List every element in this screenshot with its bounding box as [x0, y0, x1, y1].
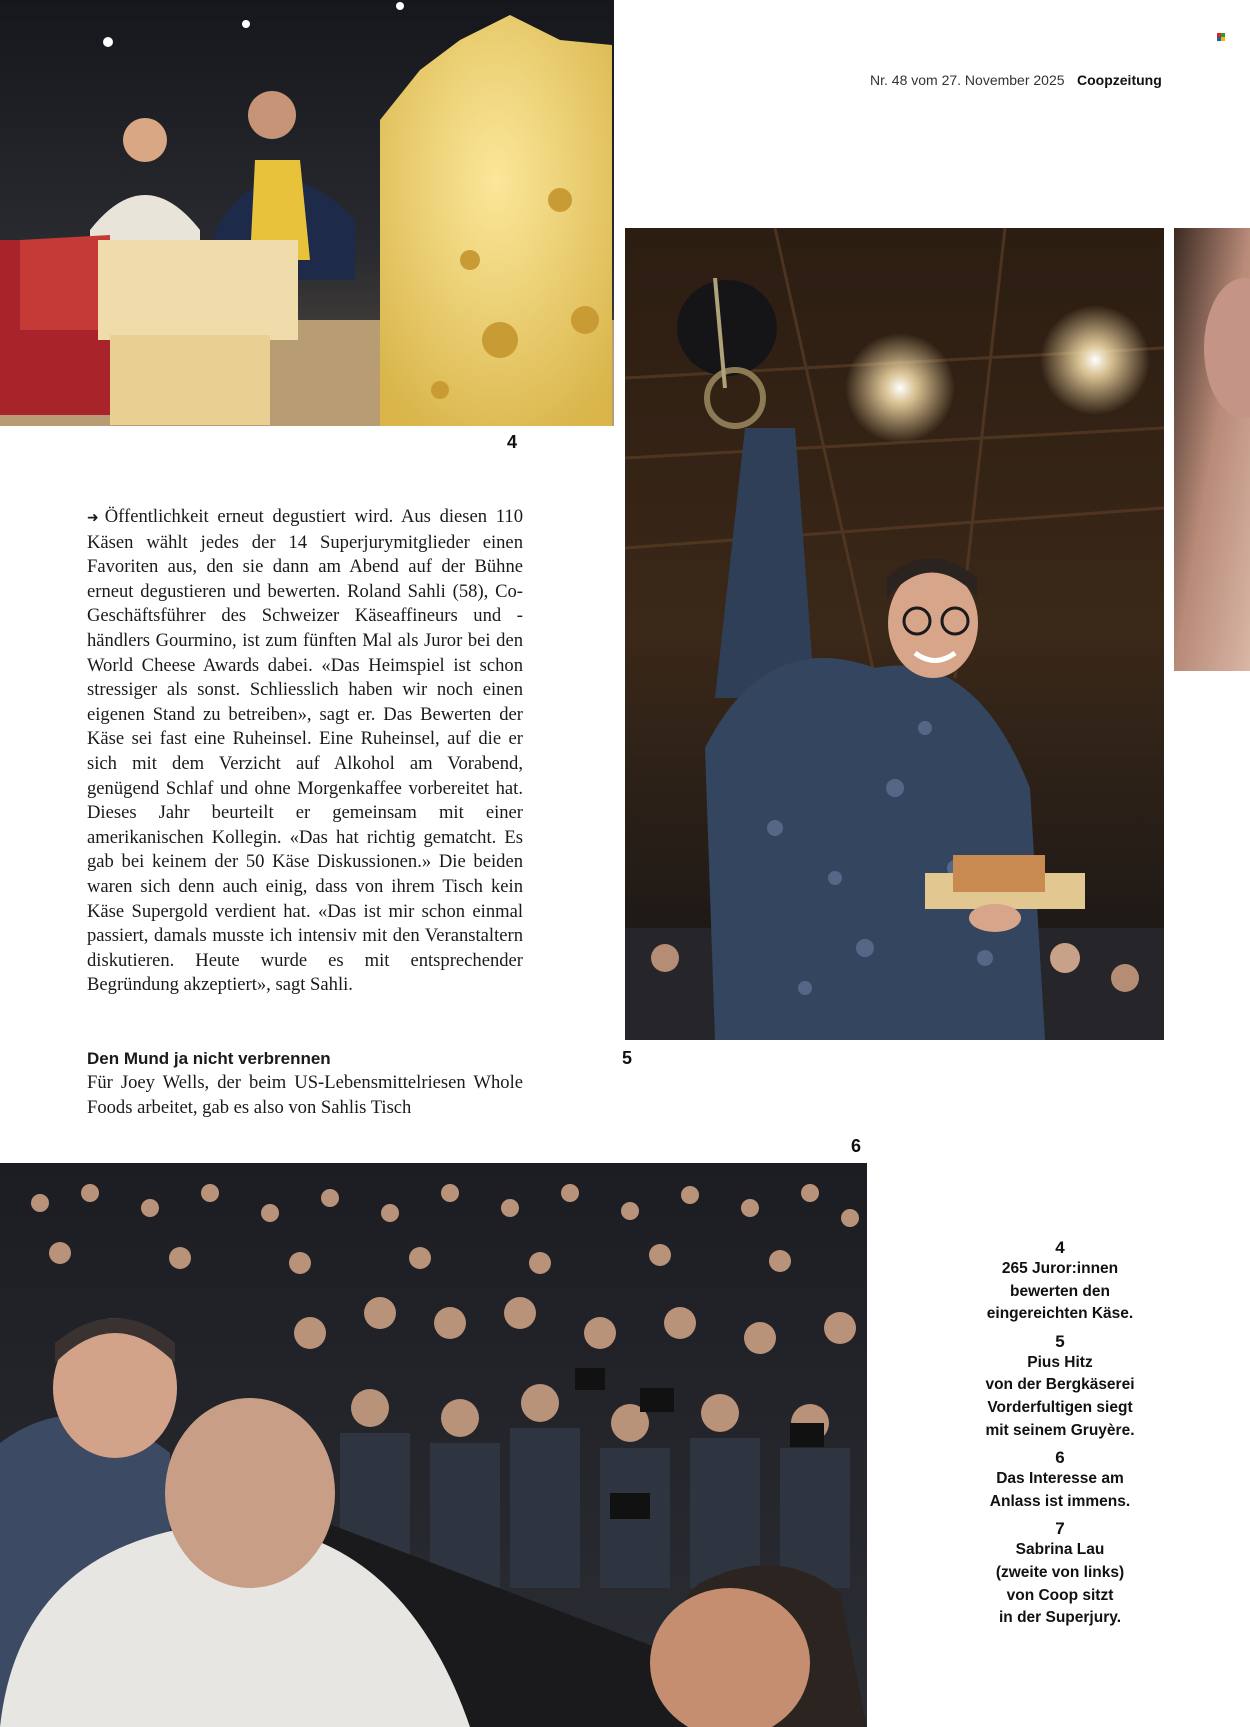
- caption-line: Vorderfultigen siegt: [987, 1398, 1133, 1416]
- caption-4: [960, 1238, 1160, 1326]
- caption-number: 6: [1055, 1448, 1065, 1468]
- caption-line: Sabrina Lau: [1015, 1541, 1105, 1559]
- issue-date: Nr. 48 vom 27. November 2025: [870, 72, 1065, 88]
- caption-6: [960, 1448, 1160, 1513]
- photo-captions: [960, 1238, 1160, 1636]
- caption-7: [960, 1519, 1160, 1629]
- article-paragraph-1: [87, 505, 523, 998]
- caption-line: in der Superjury.: [998, 1609, 1122, 1627]
- photo-number-5: 5: [622, 1048, 633, 1068]
- caption-line: von Coop sitzt: [1006, 1586, 1114, 1604]
- photo-superjury-cropped: [1174, 228, 1250, 671]
- caption-line: (zweite von links): [995, 1563, 1125, 1581]
- photo-number-6: 6: [851, 1136, 862, 1156]
- photo-cheese-tasting: [0, 0, 614, 426]
- caption-number: 4: [1055, 1238, 1065, 1257]
- caption-5: [960, 1332, 1160, 1442]
- photo-number-4: 4: [507, 432, 518, 452]
- article-paragraph-2: Für Joey Wells, der beim US-Lebensmittelriesen Whole Foods arbeitet, gab es also von Sahlis Tisch: [87, 1072, 523, 1118]
- caption-line: Anlass ist immens.: [989, 1492, 1131, 1510]
- caption-line: Pius Hitz: [1027, 1353, 1093, 1371]
- article-subhead: Den Mund ja nicht verbrennen: [87, 1049, 331, 1068]
- caption-line: 265 Juror:innen: [1001, 1260, 1119, 1277]
- caption-line: eingereichten Käse.: [986, 1305, 1134, 1323]
- photo-crowd-photographers: [0, 1163, 867, 1727]
- caption-line: von der Bergkäserei: [985, 1376, 1135, 1394]
- caption-number: 5: [1055, 1331, 1065, 1351]
- arrow-right-icon: ➜: [87, 510, 99, 526]
- caption-number: 7: [1055, 1519, 1065, 1539]
- brand-name: Coopzeitung: [1077, 72, 1162, 88]
- article-text-1: Öffentlichkeit erneut degustiert wird. Aus diesen 110 Käsen wählt jedes der 14 Superjurymitglieder einen Favoriten aus, den sie dann am Abend auf der Bühne erneut degustieren und bewerten. Roland Sahli (58), Co-Geschäftsführer des Schweizer Käseaffineurs und -händlers Gourmino, ist zum fünften Mal als Juror bei den World Cheese Awards dabei. «Das Heimspiel ist schon stressiger als sonst. Schliesslich haben wir noch einen eigenen Stand zu betreiben», sagt er. Das Bewerten der Käse sei fast eine Ruheinsel. Eine Ruheinsel, auf die er sich mit dem Verzicht auf Alkohol am Vorabend, genügend Schlaf und ohne Morgenkaffee vorbereitet hat. Dieses Jahr beurteilt er gemeinsam mit einer amerikanischen Kollegin. «Das hat richtig gematcht. Es gab bei keinem der 50 Käse Diskussionen.» Die beiden waren sich denn auch einig, dass von ihrem Tisch kein Käse Supergold verdient hat. «Das ist mir schon einmal passiert, damals musste ich intensiv mit den Veranstaltern diskutieren. Heute wurde es mit entsprechender Begründung akzeptiert», sagt Sahli.: [87, 506, 523, 996]
- photo-winner-trophy: [625, 228, 1164, 1040]
- caption-line: bewerten den: [1010, 1282, 1110, 1300]
- coop-logo-dots-icon: [1217, 33, 1225, 41]
- caption-line: mit seinem Gruyère.: [985, 1421, 1135, 1439]
- caption-line: Das Interesse am: [996, 1470, 1124, 1488]
